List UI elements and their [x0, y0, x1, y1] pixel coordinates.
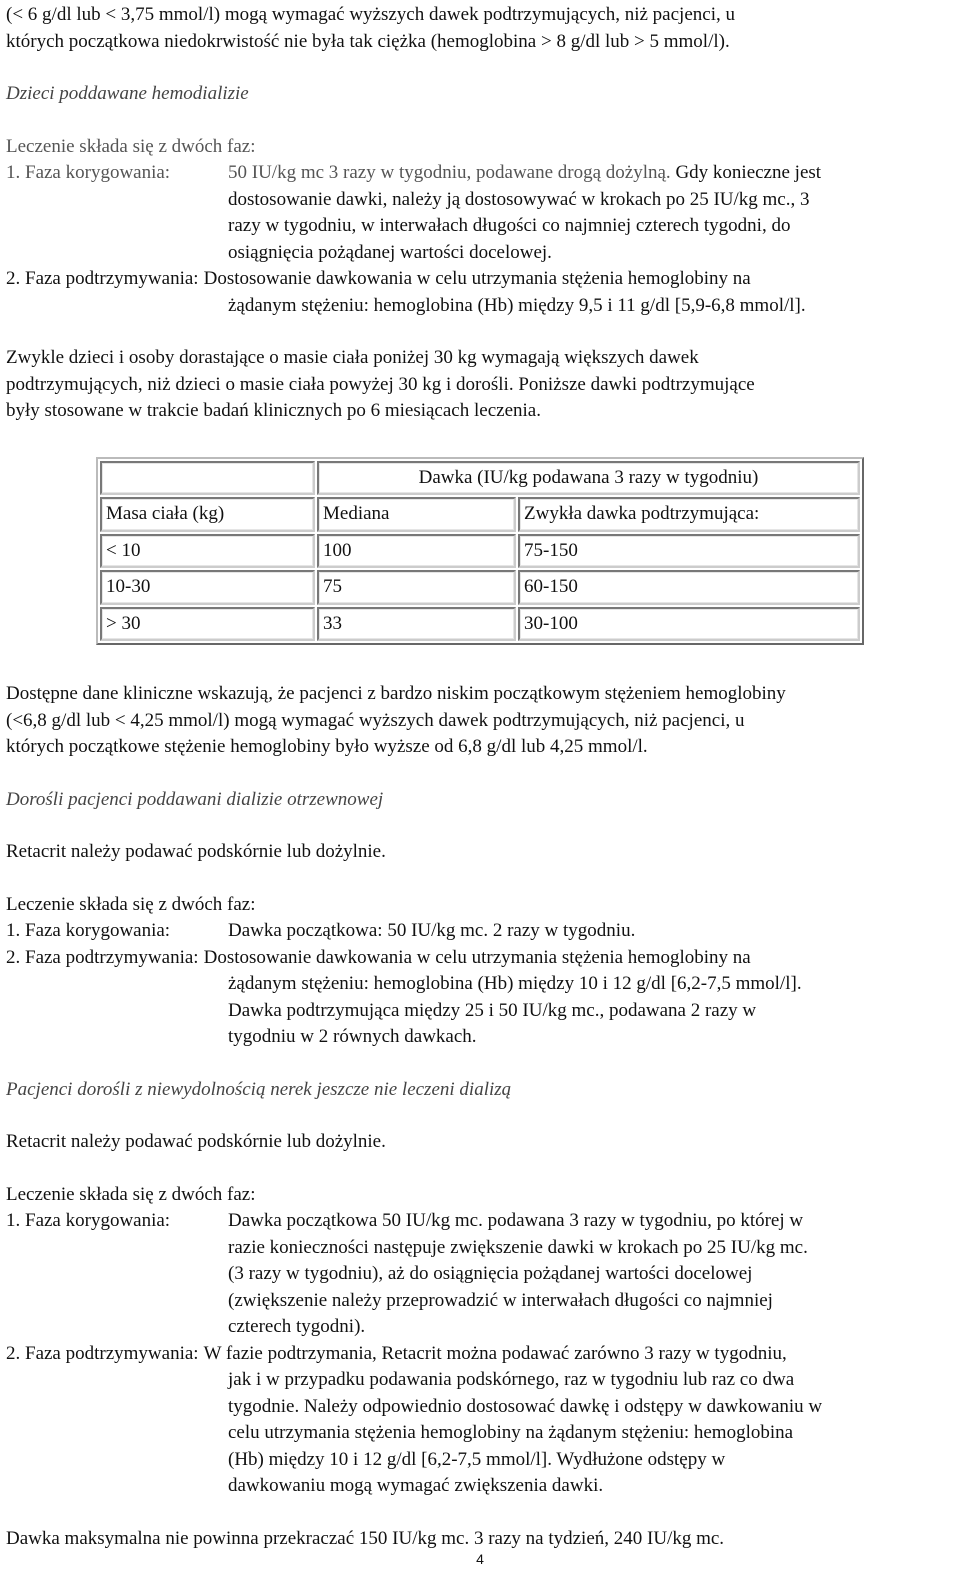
- paragraph-line: których początkowe stężenie hemoglobiny było wyższe od 6,8 g/dl lub 4,25 mmol/l.: [6, 736, 648, 757]
- paragraph-line: Poniższe dawki podtrzymujące: [513, 373, 755, 395]
- phase-text: Dostosowanie dawkowania w celu utrzymania stężenia hemoglobiny na: [203, 946, 751, 968]
- phase-label: 1. Faza korygowania:: [6, 1210, 171, 1231]
- phase-text: żądanym stężeniu: hemoglobina (Hb) między 10 i 12 g/dl [6,2-7,5 mmol/l].: [228, 973, 802, 994]
- phase-text: tygodniu w 2 równych dawkach.: [228, 1026, 477, 1047]
- table-header-cell: Mediana: [317, 497, 516, 532]
- phase-body: [228, 1208, 954, 1341]
- table-cell: > 30: [100, 607, 315, 642]
- phase-text: 50 IU/kg mc 3 razy w tygodniu, podawane drogą dożylną.: [228, 162, 671, 183]
- dose-table: [96, 457, 864, 646]
- administration-note: Retacrit należy podawać podskórnie lub dożylnie.: [6, 1131, 386, 1152]
- section3-phase2: [6, 1341, 954, 1368]
- phase-text: razy w tygodniu, w interwałach długości co najmniej czterech tygodni, do: [228, 215, 791, 236]
- section-heading-predialysis: Pacjenci dorośli z niewydolnością nerek jeszcze nie leczeni dializą: [6, 1078, 512, 1100]
- paragraph-line: (<6,8 g/dl lub < 4,25 mmol/l) mogą wymagać wyższych dawek podtrzymujących, niż pacjenci, u: [6, 709, 745, 731]
- table-cell-empty: [100, 461, 315, 496]
- phase-text: (Hb) między 10 i 12 g/dl [6,2-7,5 mmol/l]. Wydłużone odstępy w: [228, 1448, 726, 1470]
- table-cell: 10-30: [100, 570, 315, 605]
- phase-body: [228, 160, 954, 266]
- phase-label: 2. Faza podtrzymywania:: [6, 268, 199, 289]
- table-header-row: [100, 497, 860, 532]
- table-row: [100, 570, 860, 605]
- phase-text: Dawka początkowa: 50 IU/kg mc. 2 razy w tygodniu.: [228, 920, 636, 941]
- phase-text: tygodnie. Należy odpowiednio dostosować dawkę i odstępy w dawkowaniu w: [228, 1395, 823, 1417]
- paragraph-line: były stosowane w trakcie badań klinicznych po 6 miesiącach leczenia.: [6, 400, 541, 421]
- phase-text: Dawka początkowa 50 IU/kg mc. podawana 3 razy w tygodniu, po której w: [228, 1210, 804, 1231]
- table-header-cell: Masa ciała (kg): [100, 497, 315, 532]
- administration-note: Retacrit należy podawać podskórnie lub dożylnie.: [6, 841, 386, 862]
- paragraph-line: podtrzymujących, niż dzieci o masie ciała powyżej 30 kg i dorośli.: [6, 373, 514, 395]
- phase-text: dostosowanie dawki, należy ją dostosowywać w krokach po 25 IU/kg mc.: [228, 188, 791, 210]
- table-cell: 60-150: [518, 570, 860, 605]
- phase-text: Dawka podtrzymująca między 25 i 50 IU/kg mc., podawana 2 razy w: [228, 999, 757, 1021]
- phase-text: żądanym stężeniu: hemoglobina (Hb) między 9,5 i 11 g/dl [5,9-6,8 mmol/l].: [228, 294, 806, 316]
- document-page: [6, 2, 954, 1552]
- phase-text: dawkowaniu mogą wymagać zwiększenia dawki.: [228, 1475, 604, 1496]
- section1-phase2: [6, 266, 954, 293]
- phase-label: 2. Faza podtrzymywania:: [6, 1342, 199, 1364]
- phase-text: osiągnięcia pożądanej wartości docelowej.: [228, 241, 552, 263]
- table-row: [100, 461, 860, 496]
- section2-phase2: [6, 945, 954, 972]
- closing-line: Dawka maksymalna nie powinna przekraczać 150 IU/kg mc. 3 razy na tydzień, 240 IU/kg mc.: [6, 1527, 725, 1549]
- table-cell: 75: [317, 570, 516, 605]
- section-heading-peritoneal-dialysis: Dorośli pacjenci poddawani dializie otrzewnowej: [6, 788, 384, 810]
- section-heading-children-hemodialysis: Dzieci poddawane hemodializie: [6, 83, 249, 104]
- table-cell: 33: [317, 607, 516, 642]
- phase-text: W fazie podtrzymania, Retacrit można podawać zarówno 3 razy w tygodniu,: [203, 1342, 787, 1364]
- phase-text: (zwiększenie należy przeprowadzić w interwałach długości co najmniej: [228, 1289, 773, 1311]
- phase-text: jak i w przypadku podawania podskórnego, raz w tygodniu lub raz co dwa: [228, 1369, 795, 1390]
- section3-phase1: [6, 1208, 954, 1341]
- phase-text: razie konieczności następuje zwiększenie dawki w krokach po 25 IU/kg mc.: [228, 1236, 808, 1258]
- intro-line-1: (< 6 g/dl lub < 3,75 mmol/l) mogą wymagać wyższych dawek podtrzymujących, niż pacjenci, u: [6, 4, 735, 25]
- section2-phase1: [6, 918, 954, 945]
- phase-text: czterech tygodni).: [228, 1316, 366, 1337]
- section2-lead: Leczenie składa się z dwóch faz:: [6, 893, 256, 915]
- phase-label: 2. Faza podtrzymywania:: [6, 946, 199, 968]
- phase-label: 1. Faza korygowania:: [6, 920, 171, 941]
- table-cell: 75-150: [518, 534, 860, 569]
- table-header-cell: Zwykła dawka podtrzymująca:: [518, 497, 860, 532]
- table-cell: 30-100: [518, 607, 860, 642]
- table-cell: 100: [317, 534, 516, 569]
- table-cell: < 10: [100, 534, 315, 569]
- table-row: [100, 534, 860, 569]
- phase-text: , 3: [790, 188, 810, 210]
- section1-phase1: [6, 160, 954, 266]
- dose-table-wrapper: [96, 457, 954, 646]
- section3-lead: Leczenie składa się z dwóch faz:: [6, 1183, 256, 1205]
- section1-lead: Leczenie składa się z dwóch faz:: [6, 135, 256, 157]
- phase-text: celu utrzymania stężenia hemoglobiny na żądanym stężeniu: hemoglobina: [228, 1422, 794, 1443]
- phase-text: (3 razy w tygodniu), aż do osiągnięcia pożądanej wartości docelowej: [228, 1263, 753, 1284]
- paragraph-line: Dostępne dane kliniczne wskazują, że pacjenci z bardzo niskim początkowym stężeniem hemoglobiny: [6, 683, 786, 704]
- table-row: [100, 607, 860, 642]
- phase-label: 1. Faza korygowania:: [6, 162, 171, 183]
- table-group-header: Dawka (IU/kg podawana 3 razy w tygodniu): [317, 461, 860, 496]
- phase-text: Dostosowanie dawkowania w celu utrzymania stężenia hemoglobiny na: [203, 268, 751, 289]
- phase-text: Gdy konieczne jest: [670, 162, 822, 183]
- intro-line-2: których początkowa niedokrwistość nie była tak ciężka (hemoglobina > 8 g/dl lub > 5 mmol/l).: [6, 30, 730, 52]
- page-number: 4: [476, 1551, 484, 1567]
- paragraph-line: Zwykle dzieci i osoby dorastające o masie ciała poniżej 30 kg wymagają większych dawek: [6, 347, 699, 368]
